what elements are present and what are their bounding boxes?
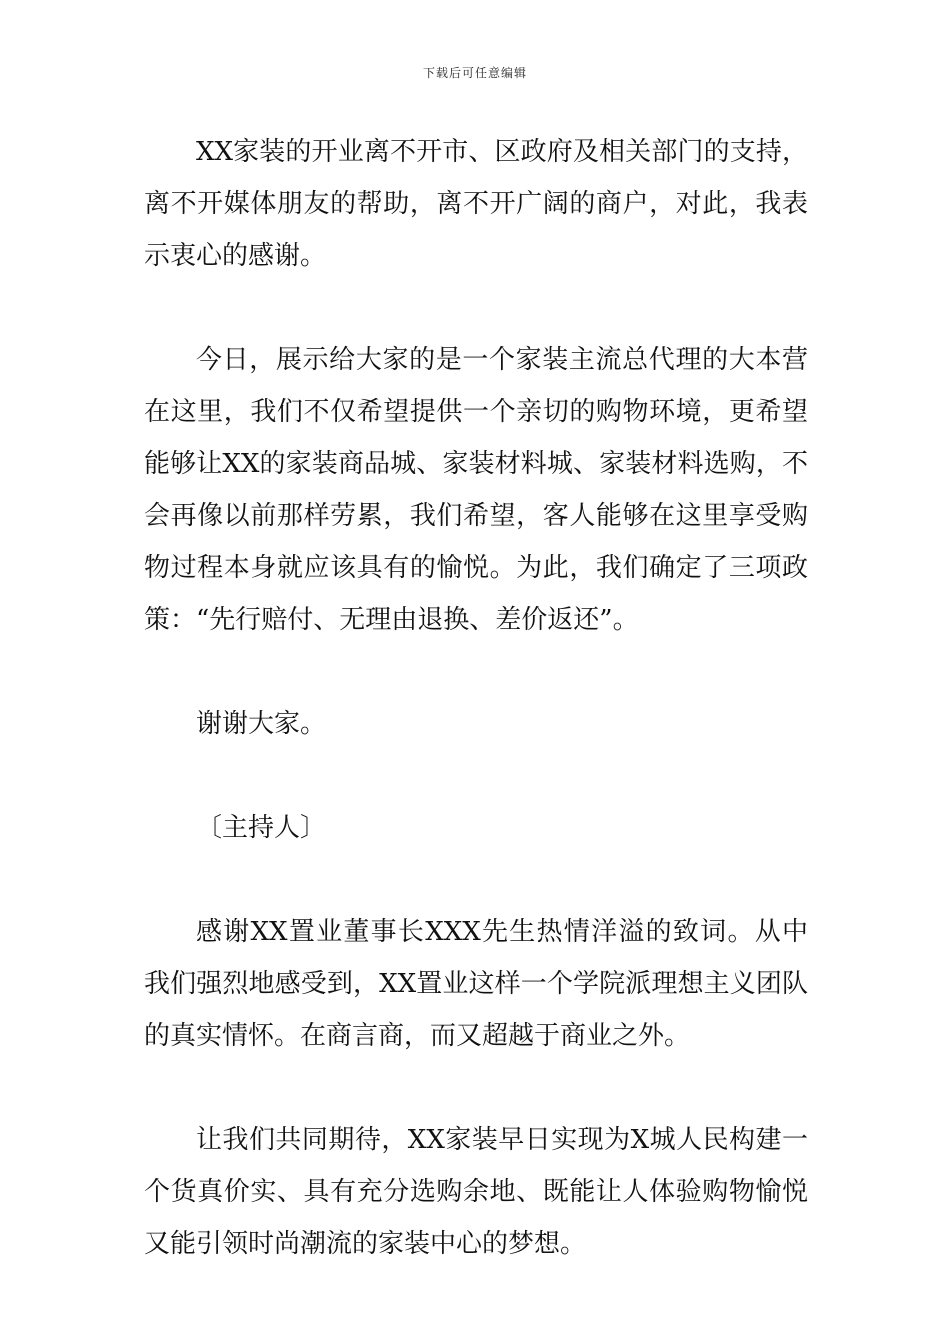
paragraph-thank-you: 谢谢大家。	[196, 709, 327, 739]
paragraph-host-remarks: 感谢XX置业董事长XXX先生热情洋溢的致词。从中我们强烈地感受到，XX置业这样一个学院派理想主义团队的真实情怀。在商言商，而又超越于商业之外。	[144, 917, 808, 1051]
page-header: 下载后可任意编辑	[422, 66, 527, 80]
paragraph-closing-wish: 让我们共同期待，XX家装早日实现为X城人民构建一个货真价实、具有充分选购余地、既能让人体验购物愉悦又能引领时尚潮流的家装中心的梦想。	[144, 1125, 808, 1259]
speaker-label-host: 〔主持人〕	[196, 813, 327, 843]
paragraph-introduction: 今日，展示给大家的是一个家装主流总代理的大本营在这里，我们不仅希望提供一个亲切的购物环境，更希望能够让XX的家装商品城、家装材料城、家装材料选购，不会再像以前那样劳累，我们希望，客人能够在这里享受购物过程本身就应该具有的愉悦。为此，我们确定了三项政策：“先行赔付、无理由退换、差价返还”。	[144, 345, 808, 635]
document-body	[144, 126, 808, 1270]
paragraph-thanks-support: XX家装的开业离不开市、区政府及相关部门的支持，离不开媒体朋友的帮助，离不开广阔的商户，对此，我表示衷心的感谢。	[144, 137, 808, 271]
